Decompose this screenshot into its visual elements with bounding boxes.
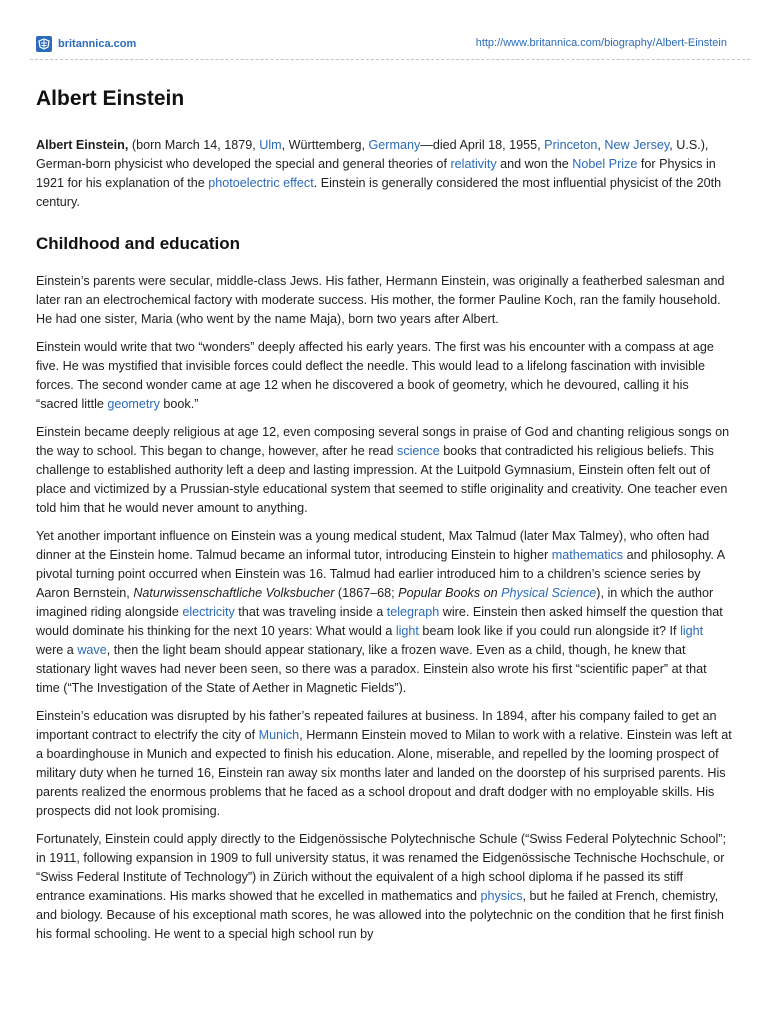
link-relativity[interactable]: relativity — [450, 157, 497, 171]
site-name: britannica.com — [58, 38, 137, 50]
paragraph-polytechnic — [36, 830, 732, 944]
link-light[interactable]: light — [680, 624, 704, 638]
britannica-thistle-icon — [36, 36, 52, 52]
text: were a — [36, 643, 78, 657]
text: that was traveling inside a — [234, 605, 387, 619]
text: , Württemberg, — [281, 138, 369, 152]
text: ), in which the author imagined riding alongside — [36, 586, 714, 619]
lead-name: Albert Einstein, — [36, 138, 129, 152]
text: Einstein’s education was disrupted by his father’s repeated failures at business. In 1894, after his company failed to get an important contract to electrify the city of — [36, 709, 717, 742]
text: beam look like if you could run alongside it? If — [418, 624, 681, 638]
lead-paragraph — [36, 136, 732, 212]
book-title-english: Popular Books on — [398, 586, 498, 600]
paragraph-religion — [36, 423, 732, 518]
link-photoelectric-effect[interactable]: photoelectric effect — [208, 176, 314, 190]
link-geometry[interactable]: geometry — [107, 397, 160, 411]
link-light[interactable]: light — [395, 624, 419, 638]
text: , U.S.), German-born physicist who developed the special and general theories of — [36, 138, 709, 171]
link-new-jersey[interactable]: New Jersey — [604, 138, 670, 152]
text: Einstein would write that two “wonders” deeply affected his early years. The first was his encounter with a compass at age five. He was mystified that invisible forces could deflect the needle. This would lead to a lifelong fascination with invisible forces. The second wonder came at age 12 when he discovered a book of geometry, which he devoured, calling it his “sacred little — [36, 340, 714, 411]
text: , — [597, 138, 605, 152]
link-physics[interactable]: physics — [480, 889, 523, 903]
link-physical-science[interactable]: Physical Science — [501, 586, 597, 600]
paragraph-education — [36, 707, 732, 821]
text: , but he failed at French, chemistry, and biology. Because of his exceptional math scores, he was allowed into the polytechnic on the condition that he first finish his formal schooling. He went to a special high school run by — [36, 889, 724, 941]
paragraph-parents: Einstein’s parents were secular, middle-class Jews. His father, Hermann Einstein, was originally a featherbed salesman and later ran an electrochemical factory with moderate success. His mother, the former Pauline Koch, ran the family household. He had one sister, Maria (who went by the name Maja), born two years after Albert. — [36, 274, 725, 326]
header-divider — [30, 59, 750, 60]
text: and philosophy. A pivotal turning point occurred when Einstein was 16. Talmud had earlier introduced him to a children’s science series by Aaron Bernstein, — [36, 548, 725, 600]
link-germany[interactable]: Germany — [368, 138, 421, 152]
text: , then the light beam should appear stationary, like a frozen wave. Even as a child, though, he knew that stationary light waves had never been seen, so there was a paradox. Einstein also wrote his first “scientific paper” at that time (“The Investigation of the State of Aether in Magnetic Fields”). — [36, 643, 707, 695]
site-logo[interactable] — [36, 36, 136, 52]
text: Einstein became deeply religious at age 12, even composing several songs in praise of God and chanting religious songs on the way to school. This began to change, however, after he read — [36, 425, 730, 458]
text: wire. Einstein then asked himself the question that would dominate his thinking for the next 10 years: What would a — [36, 605, 723, 638]
text: Fortunately, Einstein could apply directly to the Eidgenössische Polytechnische Schule (“Swiss Federal Polytechnic School”; in 1911, following expansion in 1909 to full university status, it was renamed the Eidgenössische Technische Hochschule, or “Swiss Federal Institute of Technology”) in Zürich without the equivalent of a high school diploma if he passed its stiff entrance examinations. His marks showed that he excelled in mathematics and — [36, 832, 726, 903]
text: for Physics in 1921 for his explanation of the — [36, 157, 716, 190]
link-nobel-prize[interactable]: Nobel Prize — [572, 157, 638, 171]
link-mathematics[interactable]: mathematics — [551, 548, 624, 562]
section-heading: Childhood and education — [36, 234, 240, 253]
article-body — [36, 84, 732, 944]
link-telegraph[interactable]: telegraph — [386, 605, 440, 619]
text: and won the — [496, 157, 573, 171]
paragraph-talmud — [36, 527, 732, 698]
page-header — [0, 0, 768, 60]
page-url-link[interactable]: http://www.britannica.com/biography/Albert-Einstein — [475, 37, 727, 49]
link-ulm[interactable]: Ulm — [259, 138, 282, 152]
text: (1867–68; — [334, 586, 399, 600]
text: Yet another important influence on Einstein was a young medical student, Max Talmud (later Max Talmey), who often had dinner at the Einstein home. Talmud became an informal tutor, introducing Einstein to higher — [36, 529, 710, 562]
article-title: Albert Einstein — [36, 87, 185, 110]
text: . Einstein is generally considered the most influential physicist of the 20th century. — [36, 176, 722, 209]
text: —died April 18, 1955, — [420, 138, 545, 152]
text: (born March 14, 1879, — [128, 138, 260, 152]
link-electricity[interactable]: electricity — [182, 605, 235, 619]
text: book.” — [159, 397, 199, 411]
paragraph-wonders — [36, 338, 732, 414]
text: books that contradicted his religious beliefs. This challenge to established authority left a deep and lasting impression. At the Luitpold Gymnasium, Einstein often felt out of place and victimized by a Prussian-style educational system that seemed to stifle originality and creativity. One teacher even told him that he would never amount to anything. — [36, 444, 728, 515]
text: , Hermann Einstein moved to Milan to work with a relative. Einstein was left at a boardinghouse in Munich and expected to finish his education. Alone, miserable, and repelled by the looming prospect of military duty when he turned 16, Einstein ran away six months later and landed on the doorstep of his surprised parents. His parents realized the enormous problems that he faced as a school dropout and draft dodger with no employable skills. His prospects did not look promising. — [36, 728, 732, 818]
link-munich[interactable]: Munich — [258, 728, 300, 742]
link-wave[interactable]: wave — [77, 643, 107, 657]
link-princeton[interactable]: Princeton — [544, 138, 598, 152]
book-title: Naturwissenschaftliche Volksbucher — [133, 586, 335, 600]
link-science[interactable]: science — [397, 444, 440, 458]
